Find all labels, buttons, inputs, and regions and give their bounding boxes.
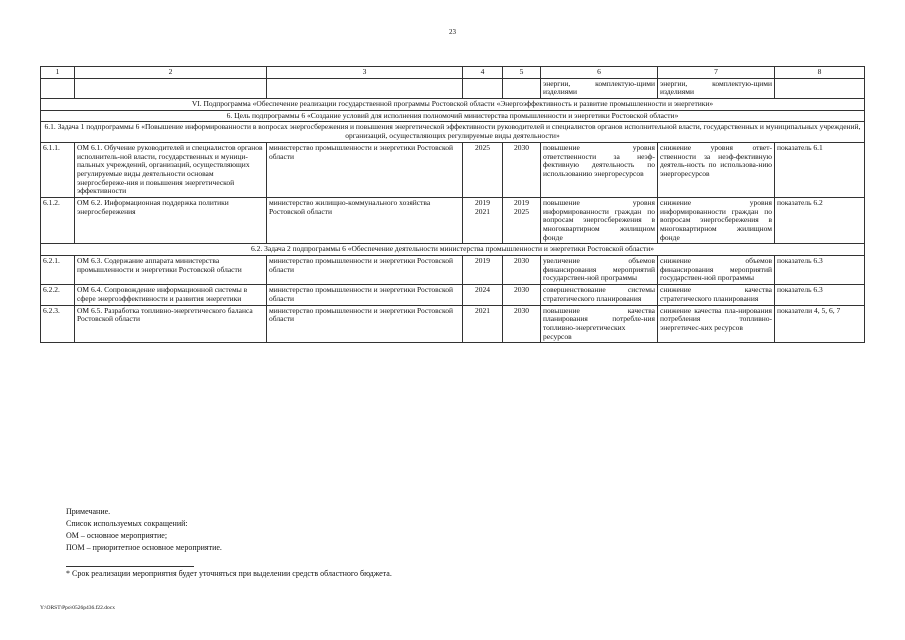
end-year: 2030 xyxy=(503,305,541,343)
indicator-link: показатель 6.2 xyxy=(775,197,865,243)
end-year: 2030 xyxy=(503,256,541,285)
page-number: 23 xyxy=(449,28,456,36)
column-header-row xyxy=(41,67,865,79)
notes-block xyxy=(66,506,222,554)
header-cell: 3 xyxy=(267,67,463,79)
abbreviation-om: ОМ – основное мероприятие; xyxy=(66,531,168,540)
task-row xyxy=(41,244,865,256)
header-cell: 6 xyxy=(541,67,658,79)
measure-name: ОМ 6.4. Сопровождение информационной системы в сфере энергоэффективности и развития энергетики xyxy=(75,285,267,305)
executor: министерство промышленности и энергетики Ростовской области xyxy=(267,142,463,197)
row-number: 6.1.1. xyxy=(41,142,75,197)
expected-result: увеличение объемов финансирования мероприятий государствен-ной программы xyxy=(541,256,658,285)
footnote-divider xyxy=(66,566,194,567)
start-year: 2025 xyxy=(463,142,503,197)
start-year: 2019 xyxy=(463,256,503,285)
indicator-link: показатель 6.3 xyxy=(775,256,865,285)
continuation-result: энергии, комплектую-щими изделиями xyxy=(541,78,658,98)
header-cell: 7 xyxy=(658,67,775,79)
expected-result: повышение качества планирования потребле-ния топливно-энергетических ресурсов xyxy=(541,305,658,343)
non-implementation-consequence: снижение качества пла-нирования потребления топливно-энергетичес-ких ресурсов xyxy=(658,305,775,343)
header-cell: 4 xyxy=(463,67,503,79)
measure-name: ОМ 6.1. Обучение руководителей и специалистов органов исполнитель-ной власти, государственных и муници-пальных учреждений, организаций, осуществляющих регулируемые виды деятельности основам энергосбереже-ния и повышения энергетической эффективности xyxy=(75,142,267,197)
table-cell xyxy=(267,78,463,98)
header-cell: 8 xyxy=(775,67,865,79)
table-cell xyxy=(775,78,865,98)
executor: министерство промышленности и энергетики Ростовской области xyxy=(267,285,463,305)
non-implementation-consequence: снижение уровня ответ-ственности за неэф-фективную деятель-ность по использова-нию энергоресурсов xyxy=(658,142,775,197)
header-cell: 5 xyxy=(503,67,541,79)
end-year: 2019 2025 xyxy=(503,197,541,243)
end-year: 2030 xyxy=(503,142,541,197)
abbreviations-title: Список используемых сокращений: xyxy=(66,519,188,528)
header-cell: 2 xyxy=(75,67,267,79)
subprogram-title: VI. Подпрограмма «Обеспечение реализации государственной программы Ростовской области «Энергоэффективность и развитие промышленности и энергетики» xyxy=(41,99,865,111)
goal-row xyxy=(41,110,865,122)
row-number: 6.2.3. xyxy=(41,305,75,343)
measures-table xyxy=(40,66,865,343)
non-implementation-consequence: снижение качества стратегического планирования xyxy=(658,285,775,305)
expected-result: совершенствование системы стратегического планирования xyxy=(541,285,658,305)
table-row xyxy=(41,142,865,197)
task-1-title: 6.1. Задача 1 подпрограммы 6 «Повышение информированности в вопросах энергосбережения и повышения энергетической эффективности руководителей и специалистов органов исполнительной власти, государственных и муниципальных учреждений, организаций, осуществляющих регулируемые виды деятельности» xyxy=(41,122,865,142)
continuation-consequence: энергии, комплектую-щими изделиями xyxy=(658,78,775,98)
non-implementation-consequence: снижение объемов финансирования мероприятий государствен-ной программы xyxy=(658,256,775,285)
table-cell xyxy=(41,78,75,98)
file-path: Y:\ORST\Ppo\0526p436.f22.docx xyxy=(40,605,115,611)
row-number: 6.2.1. xyxy=(41,256,75,285)
executor: министерство промышленности и энергетики Ростовской области xyxy=(267,256,463,285)
table-cell xyxy=(75,78,267,98)
table-row xyxy=(41,305,865,343)
table-row xyxy=(41,256,865,285)
table-cell xyxy=(463,78,503,98)
row-number: 6.1.2. xyxy=(41,197,75,243)
table-cell xyxy=(503,78,541,98)
table-row xyxy=(41,285,865,305)
expected-result: повышение уровня информированности граждан по вопросам энергосбережения в многоквартирном жилищном фонде xyxy=(541,197,658,243)
continuation-row xyxy=(41,78,865,98)
notes-title: Примечание. xyxy=(66,507,111,516)
goal-title: 6. Цель подпрограммы 6 «Создание условий для исполнения полномочий министерства промышленности и энергетики Ростовской области» xyxy=(41,110,865,122)
measure-name: ОМ 6.2. Информационная поддержка политики энергосбережения xyxy=(75,197,267,243)
table-row xyxy=(41,197,865,243)
end-year: 2030 xyxy=(503,285,541,305)
task-row xyxy=(41,122,865,142)
executor: министерство жилищно-коммунального хозяйства Ростовской области xyxy=(267,197,463,243)
indicator-link: показатель 6.3 xyxy=(775,285,865,305)
executor: министерство промышленности и энергетики Ростовской области xyxy=(267,305,463,343)
subprogram-row xyxy=(41,99,865,111)
start-year: 2019 2021 xyxy=(463,197,503,243)
measure-name: ОМ 6.3. Содержание аппарата министерства промышленности и энергетики Ростовской области xyxy=(75,256,267,285)
abbreviation-pom: ПОМ – приоритетное основное мероприятие. xyxy=(66,543,222,552)
row-number: 6.2.2. xyxy=(41,285,75,305)
indicator-link: показатель 6.1 xyxy=(775,142,865,197)
indicator-link: показатели 4, 5, 6, 7 xyxy=(775,305,865,343)
header-cell: 1 xyxy=(41,67,75,79)
expected-result: повышение уровня ответственности за неэф-фективную деятельность по использованию энергоресурсов xyxy=(541,142,658,197)
start-year: 2024 xyxy=(463,285,503,305)
footnote: * Срок реализации мероприятия будет уточняться при выделении средств областного бюджета. xyxy=(66,569,392,578)
task-2-title: 6.2. Задача 2 подпрограммы 6 «Обеспечение деятельности министерства промышленности и энергетики Ростовской области» xyxy=(41,244,865,256)
non-implementation-consequence: снижение уровня информированности граждан по вопросам энергосбережения в многоквартирном жилищном фонде xyxy=(658,197,775,243)
start-year: 2021 xyxy=(463,305,503,343)
measure-name: ОМ 6.5. Разработка топливно-энергетического баланса Ростовской области xyxy=(75,305,267,343)
